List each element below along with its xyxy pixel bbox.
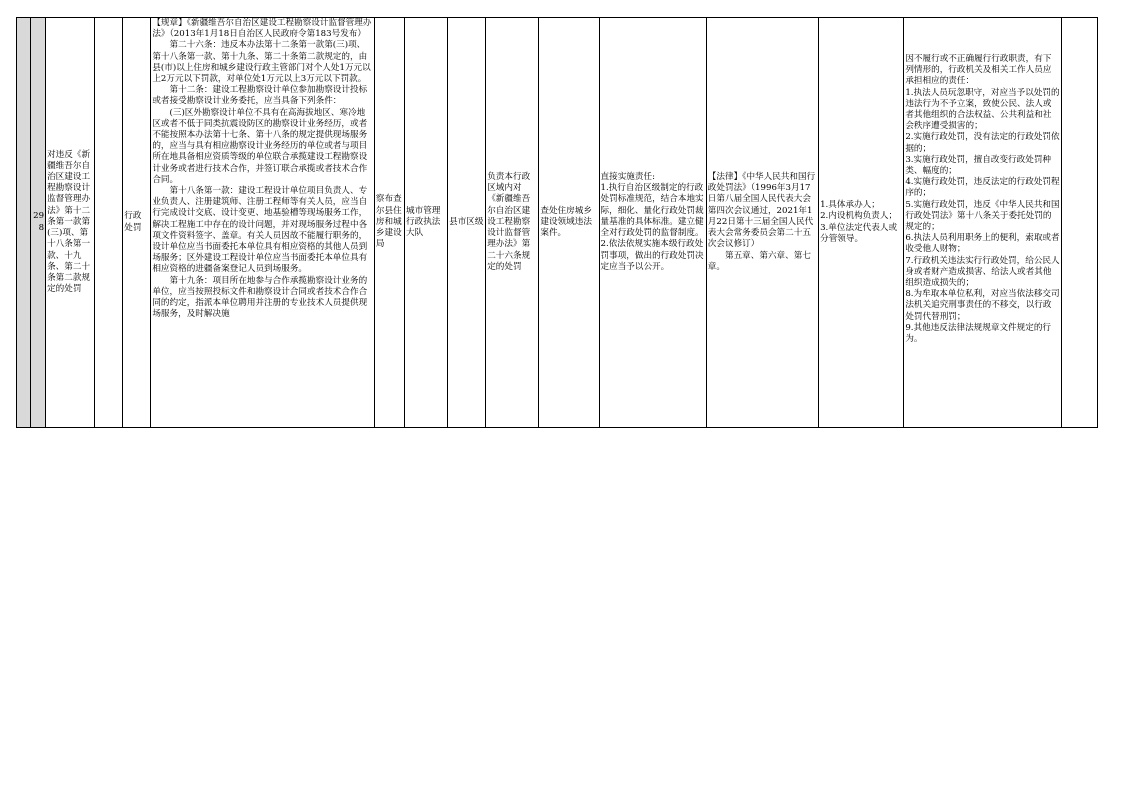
responsibility-scope-cell: 负责本行政区域内对《新疆维吾尔自治区建设工程勘察设计监督管理办法》第二十六条规定的处罚 xyxy=(486,18,539,428)
duties-cell: 直接实施责任: 1.执行自治区级制定的行政处罚标准规范，结合本地实际，细化、量化行政处罚裁量基准的具体标准。建立健全对行政处罚的监督制度。 2.依法依规实施本级行政处罚事项，做出的行政处罚决定应当予以公开。 xyxy=(599,18,706,428)
legal-basis-article-19: 第十九条：项目所在地参与合作承揽勘察设计业务的单位，应当按照投标文件和勘察设计合同或者技术合作合同的约定，指派本单位聘用并注册的专业技术人员提供现场服务，及时解决施 xyxy=(152,275,368,320)
table-row xyxy=(17,18,1098,428)
accountability-basis-cell xyxy=(706,18,818,428)
accountability-law-chapters: 第五章、第六章、第七章。 xyxy=(707,250,811,272)
responsibility-list-table xyxy=(16,17,1098,428)
legal-basis-article-26: 第二十六条：违反本办法第十二条第一款第(三)项、第十八条第一款、第十九条、第二十条第二款规定的，由县(市)以上住房和城乡建设行政主管部门对个人处1万元以上2万元以下罚款，对单位处1万元以上3万元以下罚款。 xyxy=(152,40,371,85)
responsible-persons-cell: 1.具体承办人； 2.内设机构负责人； 3.单位法定代表人或分管领导。 xyxy=(819,18,904,428)
row-number: 298 xyxy=(31,18,46,428)
category-cell: 行政处罚 xyxy=(123,18,151,428)
legal-basis-article-18: 第十八条第一款：建设工程设计单位项目负责人、专业负责人、注册建筑师、注册工程师等有关人员，应当自行完成设计交底、设计变更、地基验槽等现场服务工作，解决工程施工中存在的设计问题，并对现场服务过程中各项文件资料签字、盖章。有关人员因故不能履行职务的，设计单位应当书面委托本单位具有相应资格的其他人员到场服务；区外建设工程设计单位应当书面委托本单位具有相应资格的进疆备案登记人员到场服务。 xyxy=(152,186,368,275)
legal-basis-title: 【规章】《新疆维吾尔自治区建设工程勘察设计监督管理办法》（2013年1月18日自治区人民政府令第183号发布） xyxy=(152,18,372,40)
accountability-situations-cell: 因不履行或不正确履行行政职责，有下列情形的，行政机关及相关工作人员应承担相应的责任： 1.执法人员玩忽职守，对应当予以处罚的违法行为不予立案，致使公民、法人或者其他组织的合法权益、公共利益和社会秩序遭受损害的； 2.实施行政处罚，没有法定的行政处罚依据的； 3.实施行政处罚，擅自改变行政处罚种类、幅度的； 4.实施行政处罚，违反法定的行政处罚程序的； 5.实施行政处罚，违反《中华人民共和国行政处罚法》第十八条关于委托处罚的规定的； 6.执法人员利用职务上的便利，索取或者收受他人财物； 7.行政机关违法实行行政处罚，给公民人身或者财产造成损害、给法人或者其他组织造成损失的； 8.为牟取本单位私利，对应当依法移交司法机关追究刑事责任的不移交，以行政处罚代替刑罚； 9.其他违反法律法规规章文件规定的行为。 xyxy=(904,18,1061,428)
execution-team-cell: 城市管理行政执法大队 xyxy=(405,18,448,428)
implementing-body-cell: 察布查尔县住房和城乡建设局 xyxy=(374,18,404,428)
remarks-cell xyxy=(1061,18,1097,428)
row-marker-cell xyxy=(17,18,31,428)
level-cell: 县市区级 xyxy=(448,18,486,428)
service-object-cell: 查处住房城乡建设领域违法案件。 xyxy=(539,18,599,428)
item-name-cell: 对违反《新疆维吾尔自治区建设工程勘察设计监督管理办法》第十二条第一款第(三)项、第十八条第一款、十九条、第二十条第二款规定的处罚 xyxy=(46,18,95,428)
legal-basis-article-12-3: (三)区外勘察设计单位不具有在高海拔地区、寒冷地区或者不低于同类抗震设防区的勘察设计业务经历，或者不能按照本办法第十七条、第十八条的规定提供现场服务的，应当与具有相应勘察设计业务经历的单位或者与项目所在地具备相应资质等级的单位联合承揽建设工程勘察设计业务或者进行技术合作，并签订联合承揽或者技术合作合同。 xyxy=(152,107,368,185)
accountability-law-title: 【法律】《中华人民共和国行政处罚法》（1996年3月17日第八届全国人民代表大会第四次会议通过，2021年1月22日第十三届全国人民代表大会常务委员会第二十五次会议修订） xyxy=(707,172,816,250)
legal-basis-cell xyxy=(151,18,375,428)
sub-item-cell xyxy=(95,18,123,428)
legal-basis-article-12: 第十二条：建设工程勘察设计单位参加勘察设计投标或者接受勘察设计业务委托，应当具备下列条件： xyxy=(152,85,368,107)
